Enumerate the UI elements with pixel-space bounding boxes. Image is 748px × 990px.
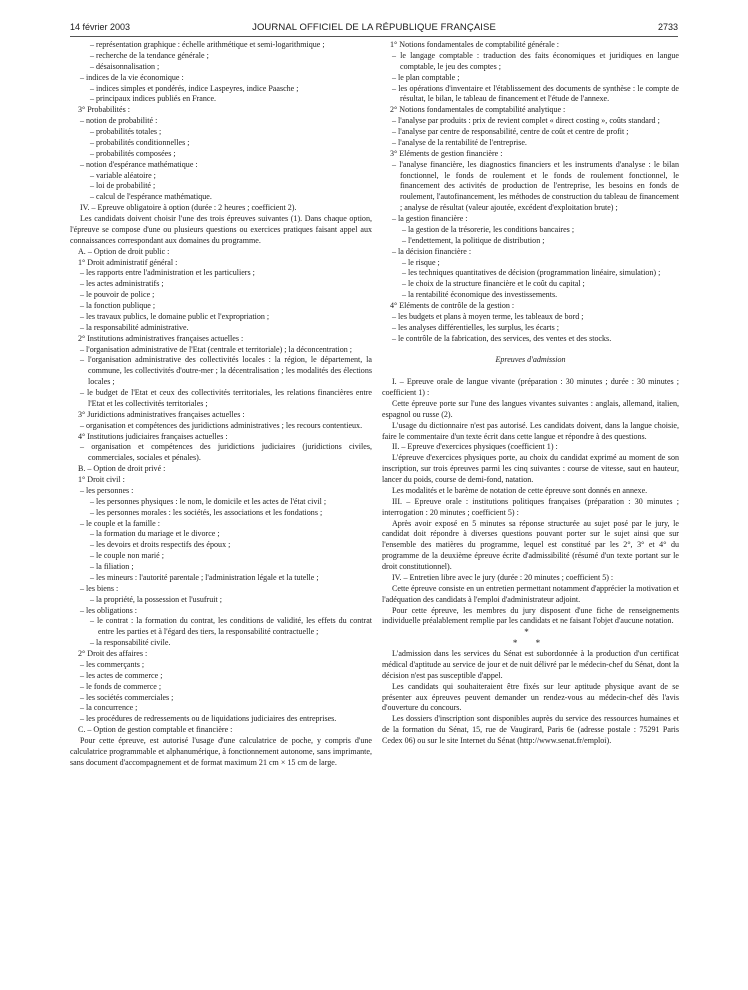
- list-item: – l'analyse par produits : prix de revient complet « direct costing », coûts standard ;: [392, 116, 660, 126]
- list-item: – la fonction publique ;: [80, 301, 156, 310]
- list-item: – les actes de commerce ;: [80, 670, 163, 680]
- list-item: – les analyses différentielles, les surplus, les écarts ;: [392, 322, 560, 332]
- list-item: – notion d'espérance mathématique :: [80, 159, 198, 169]
- left-column: [70, 40, 372, 769]
- paragraph: III. – Epreuve orale : institutions politiques françaises (préparation : 30 minutes ; interrogation : 20 minutes ; coefficient 5) :: [382, 496, 679, 517]
- list-item: – principaux indices publiés en France.: [90, 94, 217, 104]
- list-item: – probabilités totales ;: [90, 127, 162, 136]
- paragraph: Les modalités et le barème de notation de cette épreuve sont donnés en annexe.: [392, 485, 648, 495]
- list-item: – l'analyse financière, les diagnostics financiers et les instruments d'analyse : le bilan fonctionnel, le fonds de roulement et le fonds de roulement fonctionnel, le financement des activités de production de l'entreprise, les besoins en fonds de roulement, l'autofinancement, les méthodes de construction du tableau de financement ; analyse de résultat (valeur ajoutée, excédent d'exploitation brute) ;: [392, 159, 679, 213]
- list-item: – les rapports entre l'administration et les particuliers ;: [80, 268, 255, 278]
- list-item: – la gestion financière :: [392, 214, 468, 223]
- list-item: – le couple et la famille :: [80, 518, 160, 528]
- paragraph: IV. – Epreuve obligatoire à option (durée : 2 heures ; coefficient 2).: [80, 203, 297, 213]
- list-item: – notion de probabilité :: [80, 116, 158, 126]
- list-item: – le budget de l'Etat et ceux des collectivités territoriales, les relations financières entre l'Etat et les collectivités territoriales ;: [80, 388, 372, 408]
- paragraph: 2° Institutions administratives françaises actuelles :: [78, 333, 244, 343]
- paragraph: Les dossiers d'inscription sont disponibles auprès du service des ressources humaines et de la formation du Sénat, 15, rue de Vaugirard, Paris 6e (adresse postale : 75291 Paris Cedex 06) ou sur le site Internet du Sénat (http://www.senat.fr/emploi).: [382, 714, 679, 745]
- list-item: – le contrôle de la fabrication, des services, des ventes et des stocks.: [392, 333, 612, 343]
- list-item: – les techniques quantitatives de décision (programmation linéaire, simulation) ;: [402, 268, 661, 278]
- paragraph: L'admission dans les services du Sénat est subordonnée à la production d'un certificat médical d'aptitude au service de jour et de nuit délivré par le médecin-chef du Sénat, dont la décision n'est pas susceptible d'appel.: [382, 649, 679, 680]
- list-item: – la décision financière :: [392, 246, 472, 256]
- list-item: – loi de probabilité ;: [90, 181, 156, 191]
- paragraph: A. – Option de droit public :: [78, 246, 170, 256]
- list-item: – la gestion de la trésorerie, les conditions bancaires ;: [402, 224, 575, 234]
- list-item: – le contrat : la formation du contrat, les conditions de validité, les effets du contrat entre les parties et à l'égard des tiers, la responsabilité contractuelle ;: [90, 616, 372, 637]
- list-item: – indices de la vie économique :: [80, 72, 184, 82]
- paragraph: 4° Institutions judiciaires françaises actuelles :: [78, 431, 228, 441]
- list-item: – les mineurs : l'autorité parentale ; l'administration légale et la tutelle ;: [90, 572, 319, 582]
- paragraph: 1° Notions fondamentales de comptabilité générale :: [390, 40, 560, 49]
- list-item: – le fonds de commerce ;: [80, 681, 162, 691]
- list-item: – les biens :: [80, 583, 119, 593]
- paragraph: L'usage du dictionnaire n'est pas autorisé. Les candidats doivent, dans la langue choisie, faire le commentaire d'un texte écrit dans cette langue et répondre à des questions.: [382, 420, 679, 441]
- list-item: – l'endettement, la politique de distribution ;: [402, 235, 545, 245]
- paragraph: 3° Probabilités :: [78, 105, 130, 115]
- paragraph: L'épreuve d'exercices physiques porte, au choix du candidat exprimé au moment de son inscription, sur trois épreuves parmi les cinq suivantes : course de vitesse, saut en hauteur, lancer du poids, course de demi-fond, natation.: [382, 453, 679, 484]
- list-item: – désaisonnalisation ;: [90, 61, 160, 71]
- paragraph: 1° Droit civil :: [78, 475, 125, 484]
- list-item: – la responsabilité civile.: [90, 638, 171, 648]
- list-item: – organisation et compétences des juridictions judiciaires (juridictions civiles, commerciales, sociales et pénales).: [80, 442, 372, 463]
- paragraph: Pour cette épreuve, les membres du jury disposent d'une fiche de renseignements individuelle préalablement remplie par les candidats et ne faisant l'objet d'aucune notation.: [382, 605, 679, 626]
- header-date: 14 février 2003: [70, 22, 131, 32]
- spacer: [382, 345, 679, 356]
- list-item: – les commerçants ;: [80, 659, 145, 669]
- list-item: – les personnes morales : les sociétés, les associations et les fondations ;: [90, 507, 323, 517]
- paragraph: IV. – Entretien libre avec le jury (durée : 20 minutes ; coefficient 5) :: [392, 572, 614, 582]
- paragraph: 3° Juridictions administratives françaises actuelles :: [78, 409, 245, 419]
- paragraph: 2° Notions fondamentales de comptabilité analytique :: [390, 105, 566, 115]
- paragraph: Cette épreuve consiste en un entretien permettant notamment d'apprécier la motivation et l'adéquation des candidats à l'emploi d'administrateur adjoint.: [382, 583, 679, 604]
- list-item: – la rentabilité économique des investissements.: [402, 290, 558, 300]
- paragraph: Les candidats doivent choisir l'une des trois épreuves suivantes (1). Dans chaque option, l'épreuve se compose d'une ou plusieurs questions ou exercices pratiques faisant appel aux connaissances correspondant aux domaines du programme.: [70, 214, 372, 245]
- list-item: – les obligations :: [80, 605, 137, 615]
- paragraph: 3° Eléments de gestion financière :: [390, 148, 503, 158]
- list-item: – probabilités conditionnelles ;: [90, 137, 190, 147]
- list-item: – le pouvoir de police ;: [80, 290, 155, 300]
- right-column: [382, 40, 679, 747]
- paragraph: Les candidats qui souhaiteraient être fixés sur leur aptitude physique avant de se présenter aux épreuves peuvent demander un rendez-vous au médecin-chef dès l'avis d'ouverture du concours.: [382, 681, 679, 713]
- list-item: – indices simples et pondérés, indice Laspeyres, indice Paasche ;: [90, 83, 299, 93]
- list-item: – les sociétés commerciales ;: [80, 692, 174, 702]
- list-item: – les procédures de redressements ou de liquidations judiciaires des entreprises.: [80, 714, 337, 724]
- paragraph: II. – Epreuve d'exercices physiques (coefficient 1) :: [392, 442, 558, 452]
- list-item: – les personnes :: [80, 485, 134, 495]
- paragraph: 4° Eléments de contrôle de la gestion :: [390, 301, 515, 310]
- paragraph: Après avoir exposé en 5 minutes sa réponse structurée au sujet posé par le jury, le candidat doit répondre à diverses questions pouvant porter sur le sujet ainsi que sur l'ensemble des matières du programme, lequel est constitué par les 2°, 3° et 4° du programme de la deuxième épreuve écrite d'admissibilité (résumé d'un texte portant sur le droit constitutionnel).: [382, 518, 679, 571]
- list-item: – le langage comptable : traduction des faits économiques et juridiques en langue comptable, le jeu des comptes ;: [392, 50, 679, 71]
- list-item: – les actes administratifs ;: [80, 279, 164, 289]
- paragraph: C. – Option de gestion comptable et financière :: [78, 725, 233, 735]
- list-item: – la filiation ;: [90, 562, 134, 571]
- paragraph: I. – Epreuve orale de langue vivante (préparation : 30 minutes ; durée : 30 minutes ; coefficient 1) :: [382, 377, 679, 397]
- list-item: – la propriété, la possession et l'usufruit ;: [90, 594, 222, 604]
- paragraph: Pour cette épreuve, est autorisé l'usage d'une calculatrice de poche, y compris d'une calculatrice programmable et alphanumérique, à fonctionnement autonome, sans imprimante, sans document d'accompagnement et de format maximum 21 cm × 15 cm de large.: [70, 736, 372, 767]
- list-item: – variable aléatoire ;: [90, 170, 156, 180]
- list-item: – les travaux publics, le domaine public et l'expropriation ;: [80, 311, 270, 321]
- list-item: – les personnes physiques : le nom, le domicile et les actes de l'état civil ;: [90, 496, 327, 506]
- list-item: – les budgets et plans à moyen terme, les tableaux de bord ;: [392, 311, 584, 321]
- separator-asterisks: * *: [512, 638, 549, 649]
- paragraph: B. – Option de droit privé :: [78, 464, 166, 474]
- list-item: – la concurrence ;: [80, 703, 138, 713]
- paragraph: 2° Droit des affaires :: [78, 649, 148, 658]
- list-item: – représentation graphique : échelle arithmétique et semi-logarithmique ;: [90, 40, 325, 49]
- separator-asterisks: *: [524, 627, 537, 638]
- spacer: [382, 366, 679, 377]
- list-item: – organisation et compétences des juridictions administratives ; les recours contentieux.: [80, 420, 363, 430]
- list-item: – l'organisation administrative de l'Etat (centrale et territoriale) ; la déconcentration ;: [80, 344, 352, 354]
- list-item: – la responsabilité administrative.: [80, 322, 189, 332]
- list-item: – l'analyse de la rentabilité de l'entreprise.: [392, 137, 527, 147]
- list-item: – le couple non marié ;: [90, 551, 164, 561]
- list-item: – le choix de la structure financière et le coût du capital ;: [402, 279, 585, 289]
- list-item: – l'organisation administrative des collectivités locales : la région, le département, la commune, les collectivités d'outre-mer ; la décentralisation ; les modalités des élections locales ;: [80, 355, 372, 387]
- list-item: – l'analyse par centre de responsabilité, centre de coût et centre de profit ;: [392, 127, 629, 136]
- section-heading: Epreuves d'admission: [495, 355, 566, 365]
- list-item: – les devoirs et droits respectifs des époux ;: [90, 540, 231, 550]
- paragraph: 1° Droit administratif général :: [78, 257, 178, 267]
- list-item: – le risque ;: [402, 257, 440, 267]
- paragraph: Cette épreuve porte sur l'une des langues vivantes suivantes : anglais, allemand, italien, espagnol ou russe (2).: [382, 398, 679, 419]
- list-item: – recherche de la tendance générale ;: [90, 50, 209, 60]
- list-item: – calcul de l'espérance mathématique.: [90, 192, 212, 202]
- list-item: – le plan comptable ;: [392, 72, 460, 82]
- header-title: JOURNAL OFFICIEL DE LA RÉPUBLIQUE FRANÇAISE: [252, 22, 496, 33]
- list-item: – la formation du mariage et le divorce ;: [90, 529, 220, 539]
- list-item: – probabilités composées ;: [90, 148, 176, 158]
- list-item: – les opérations d'inventaire et l'établissement des documents de synthèse : le compte de résultat, le bilan, le tableau de financement et l'étude de l'annexe.: [392, 83, 679, 104]
- header-rule: [70, 36, 678, 37]
- page-number: 2733: [657, 22, 678, 32]
